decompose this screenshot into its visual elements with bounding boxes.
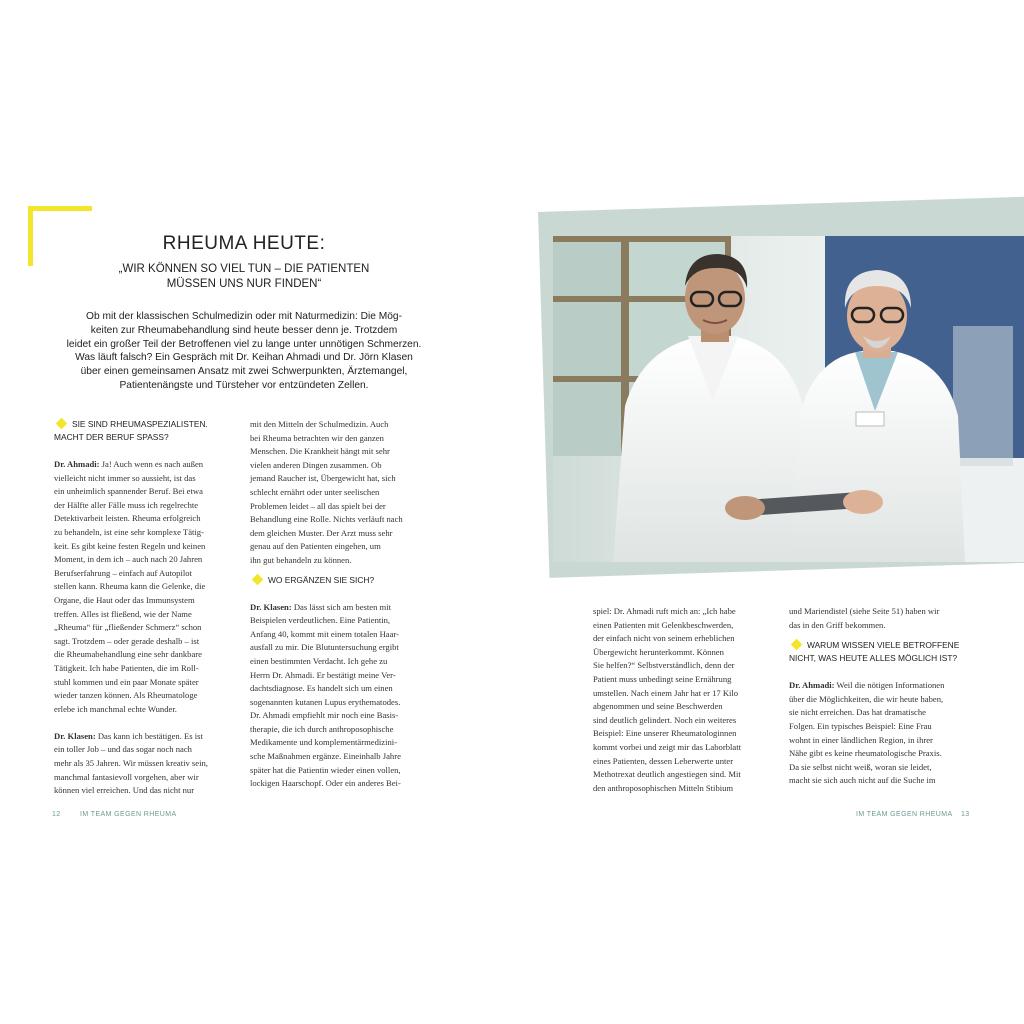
intro-paragraph xyxy=(50,310,438,393)
text-line: Nähe gibt es keine rheumatologische Praxis. xyxy=(789,748,942,759)
doctors-photo xyxy=(553,236,1024,562)
text-line: Tätigkeit. Ich habe Patienten, die im Roll- xyxy=(54,662,199,673)
subtitle-line: MÜSSEN UNS NUR FINDEN“ xyxy=(166,278,322,290)
text-line: sagt. Trotzdem – oder gerade deshalb – ist xyxy=(54,635,200,646)
text-line: sie nicht erreichen. Das hat dramatische xyxy=(789,707,926,718)
text-line: jemand Raucher ist, Übergewicht hat, sich xyxy=(250,473,396,484)
text-line: sind deutlich gelindert. Noch ein weiteres xyxy=(593,714,737,725)
text-line: dem gleichen Muster. Der Arzt muss sehr xyxy=(250,527,393,538)
text-line: wieder tanzen können. Als Rheumatologe xyxy=(54,690,198,701)
text-line: Medikamente und komplementärmedizini- xyxy=(250,737,398,748)
text-line: ein toller Job – und das sogar noch nach xyxy=(54,744,192,755)
text-line: Dr. Ahmadi empfiehlt mir noch eine Basis- xyxy=(250,710,399,721)
running-footer-left: IM TEAM GEGEN RHEUMA xyxy=(80,811,177,818)
text-line: Problemen leidet – all das spielt bei der xyxy=(250,500,386,511)
text-line: stuhl kommen und ein paar Monate später xyxy=(54,676,199,687)
question-heading-line: MACHT DER BERUF SPASS? xyxy=(54,432,169,442)
text-line: Da sie selbst nicht weiß, woran sie leidet, xyxy=(789,761,932,772)
text-line: ihn gut behandeln zu können. xyxy=(250,554,352,565)
text-line: Dr. Klasen: Das kann ich bestätigen. Es ist xyxy=(54,730,203,741)
text-line: Übergewicht herunterkommt. Können xyxy=(593,646,724,657)
question-heading: WO ERGÄNZEN SIE SICH? xyxy=(250,574,432,587)
text-line: erlebe ich manchmal echte Wunder. xyxy=(54,703,177,714)
question-heading-line: NICHT, WAS HEUTE ALLES MÖGLICH IST? xyxy=(789,653,958,664)
text-line: Sie helfen?“ Selbstverständlich, denn der xyxy=(593,660,735,671)
corner-accent-horizontal xyxy=(28,206,92,211)
text-line: wohnt in einer ländlichen Region, in ihrer xyxy=(789,734,933,745)
text-line: mehr als 35 Jahren. Wir müssen kreativ sein, xyxy=(54,758,208,769)
diamond-bullet-icon xyxy=(791,639,802,650)
text-line: Berufserfahrung – einfach auf Autopilot xyxy=(54,567,192,578)
text-line: Organe, die Haut oder das Immunsystem xyxy=(54,594,195,605)
text-line: Beispielen verdeutlichen. Eine Patientin, xyxy=(250,615,391,626)
intro-line: Patientenängste und Türsteher vor entzündeten Zellen. xyxy=(119,379,369,391)
text-line: eines Patienten, dessen Leberwerte unter xyxy=(593,755,734,766)
text-line: bei Rheuma betrachten wir den ganzen xyxy=(250,432,384,443)
column-1 xyxy=(54,418,236,798)
intro-line: Was läuft falsch? Ein Gespräch mit Dr. Keihan Ahmadi und Dr. Jörn Klasen xyxy=(75,352,413,364)
column-2 xyxy=(250,418,432,791)
text-line: macht sie sich auch nicht auf die Suche im xyxy=(789,775,936,786)
text-line: vielleicht nicht immer so aussieht, ist das xyxy=(54,472,196,483)
text-line: manchmal fantasievoll vorgehen, aber wir xyxy=(54,771,199,782)
doctors-photo-illustration xyxy=(553,236,1024,562)
speaker-label: Dr. Ahmadi: xyxy=(54,459,100,469)
page-subtitle xyxy=(0,262,488,292)
question-heading: SIE SIND RHEUMASPEZIALISTEN. xyxy=(54,418,236,431)
text-line: Patient muss unbedingt seine Ernährung xyxy=(593,673,732,684)
text-line: Herrn Dr. Ahmadi. Er bestätigt meine Ver- xyxy=(250,669,396,680)
intro-line: keiten zur Rheumabehandlung sind heute besser denn je. Trotzdem xyxy=(90,324,398,336)
text-line: Dr. Ahmadi: Ja! Auch wenn es nach außen xyxy=(54,459,204,469)
text-line: sogenannten kutanen Lupus erythematodes. xyxy=(250,696,401,707)
page-title: RHEUMA HEUTE: xyxy=(162,233,326,254)
text-line: Moment, in dem ich – auch nach 20 Jahren xyxy=(54,554,203,565)
text-line: sche Maßnahmen ergänze. Eineinhalb Jahre xyxy=(250,751,401,762)
text-line: Anfang 40, kommt mit einem totalen Haar- xyxy=(250,628,399,639)
text-line: der Hälfte aller Fälle muss ich regelrechte xyxy=(54,499,199,510)
text-line: mit den Mitteln der Schulmedizin. Auch xyxy=(250,419,389,429)
text-line: umstellen. Nach einem Jahr hat er 17 Kilo xyxy=(593,687,739,698)
text-line: dachtsdiagnose. Es handelt sich um einen xyxy=(250,683,393,694)
text-line: später hat die Patientin wieder einen vollen, xyxy=(250,764,401,775)
page-number-left: 12 xyxy=(52,811,61,818)
text-line: das in den Griff bekommen. xyxy=(789,619,886,630)
text-line: treffen. Alles ist fließend, wie der Name xyxy=(54,608,192,619)
text-line: „Rheuma“ für „fließender Schmerz“ schon xyxy=(54,622,202,633)
diamond-bullet-icon xyxy=(252,573,263,584)
text-line: Menschen. Die Krankheit hängt mit sehr xyxy=(250,446,390,457)
text-line: einen bestimmten Verdacht. Ich gehe zu xyxy=(250,655,388,666)
text-line: zu behandeln, ist eine sehr komplexe Tätig- xyxy=(54,526,204,537)
speaker-label: Dr. Klasen: xyxy=(250,601,292,612)
text-line: stellen kann. Rheuma kann die Gelenke, die xyxy=(54,581,206,592)
text-line: Dr. Klasen: Das lässt sich am besten mit xyxy=(250,601,391,612)
text-line: einen Patienten mit Gelenkbeschwerden, xyxy=(593,619,734,630)
text-line: den anthroposophischen Mitteln Stibium xyxy=(593,782,734,793)
text-line: die Rheumabehandlung eine sehr dankbare xyxy=(54,649,202,660)
column-3 xyxy=(593,605,775,795)
text-line: Beispiel: Eine unserer Rheumatologinnen xyxy=(593,728,737,739)
intro-line: Ob mit der klassischen Schulmedizin oder mit Naturmedizin: Die Mög- xyxy=(86,311,402,322)
diamond-bullet-icon xyxy=(56,418,67,429)
column-4 xyxy=(789,605,971,788)
speaker-label: Dr. Ahmadi: xyxy=(789,680,835,691)
text-line: therapie, die ich durch anthroposophische xyxy=(250,723,394,734)
text-line: Methotrexat deutlich angestiegen sind. Mit xyxy=(593,769,741,780)
text-line: ein unheimlich spannender Beruf. Bei etwa xyxy=(54,486,203,497)
text-line: schlecht ernährt oder unter seelischen xyxy=(250,486,380,497)
text-line: lockigen Haarschopf. Oder ein anderes Bei- xyxy=(250,778,401,789)
text-line: und Mariendistel (siehe Seite 51) haben wir xyxy=(789,606,940,616)
intro-line: leidet ein großer Teil der Betroffenen viel zu lange unter unnötigen Schmerzen. xyxy=(66,338,422,350)
subtitle-line: „WIR KÖNNEN SO VIEL TUN – DIE PATIENTEN xyxy=(118,263,370,275)
page-number-right: 13 xyxy=(961,811,970,818)
text-line: kommt vorbei und zeigt mir das Laborblatt xyxy=(593,741,741,752)
text-line: Detektivarbeit leisten. Rheuma erfolgreich xyxy=(54,513,201,524)
text-line: genau auf den Patienten eingehen, um xyxy=(250,541,381,552)
text-line: Dr. Ahmadi: Weil die nötigen Informationen xyxy=(789,680,945,691)
text-line: abgenommen und seine Beschwerden xyxy=(593,701,723,712)
text-line: spiel: Dr. Ahmadi ruft mich an: „Ich habe xyxy=(593,606,736,616)
running-footer-right: IM TEAM GEGEN RHEUMA xyxy=(856,811,953,818)
text-line: vielen anderen Dingen zusammen. Ob xyxy=(250,459,382,470)
speaker-label: Dr. Klasen: xyxy=(54,730,96,741)
question-heading: WARUM WISSEN VIELE BETROFFENE xyxy=(789,639,971,652)
text-line: über die Möglichkeiten, die wir heute haben, xyxy=(789,693,944,704)
text-line: Folgen. Ein typisches Beispiel: Eine Frau xyxy=(789,720,932,731)
text-line: Behandlung eine Rolle. Nichts verläuft nach xyxy=(250,514,403,525)
text-line: keit. Es gibt keine festen Regeln und keinen xyxy=(54,540,206,551)
text-line: können viel erreichen. Und das nicht nur xyxy=(54,785,195,796)
text-line: ausfall zu mir. Die Blutuntersuchung ergibt xyxy=(250,642,399,653)
intro-line: über einen gemeinsamen Ansatz mit zwei Schwerpunkten, Ärztemangel, xyxy=(80,366,408,378)
text-line: der einfach nicht von seinem erheblichen xyxy=(593,633,735,644)
